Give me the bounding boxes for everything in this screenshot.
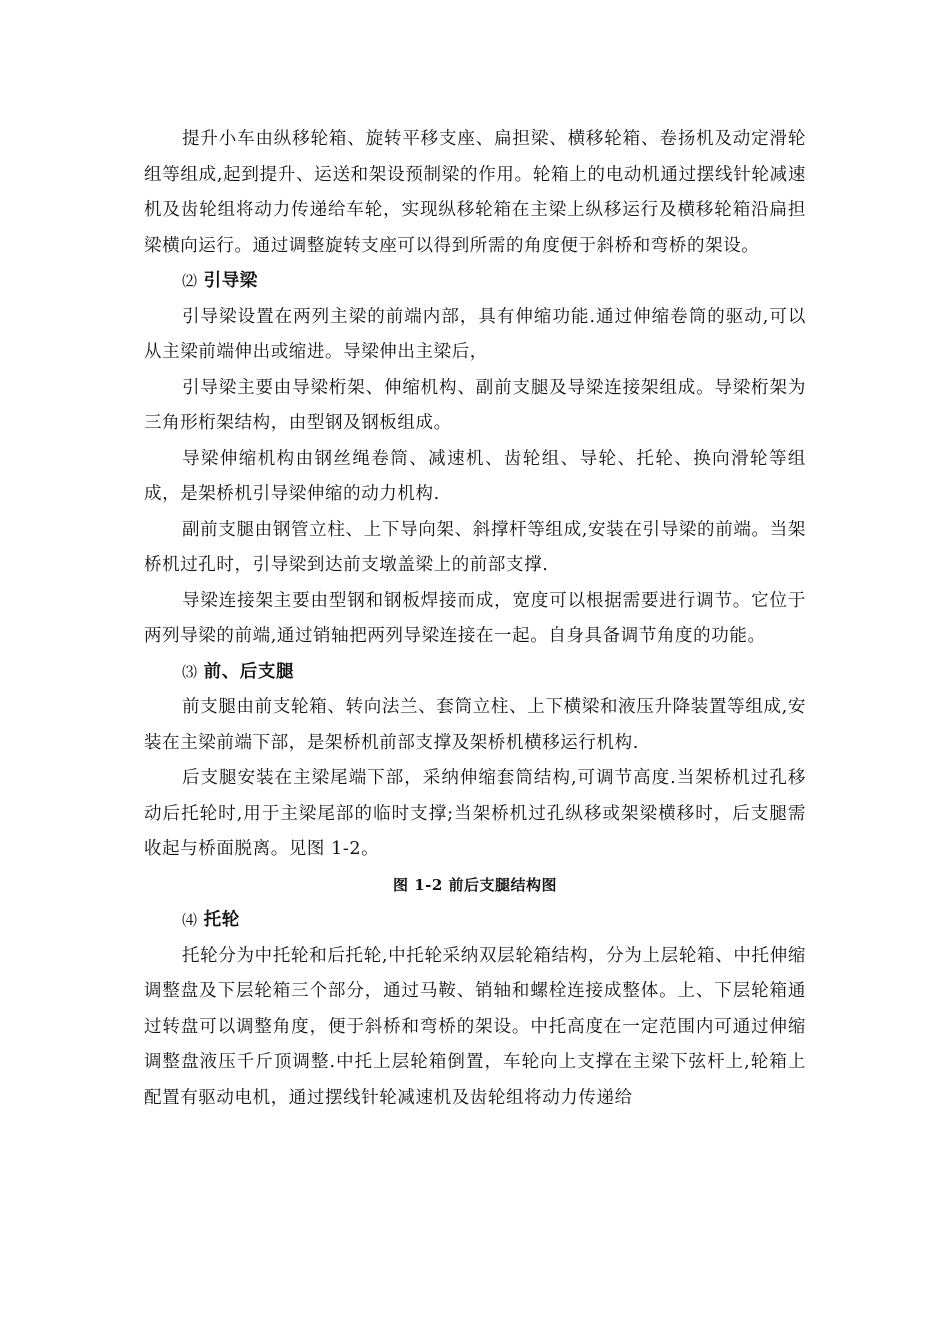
paragraph-support-wheel: 托轮分为中托轮和后托轮,中托轮采纳双层轮箱结构，分为上层轮箱、中托伸缩调整盘及下层轮箱三个部分，通过马鞍、销轴和螺栓连接成整体。上、下层轮箱通过转盘可以调整角度，便于斜桥和弯桥的架设。中托高度在一定范围内可通过伸缩调整盘液压千斤顶调整.中托上层轮箱倒置，车轮向上支撑在主梁下弦杆上,轮箱上配置有驱动电机，通过摆线针轮减速机及齿轮组将动力传递给 <box>144 945 806 1108</box>
section-number: ⑷ <box>182 911 198 929</box>
document-page <box>144 122 806 1116</box>
section-heading-support-wheel <box>144 903 806 939</box>
section-number: ⑵ <box>182 272 198 290</box>
section-title: 托轮 <box>203 910 240 930</box>
paragraph-guide-beam-connector: 导梁连接架主要由型钢和钢板焊接而成，宽度可以根据需要进行调节。它位于两列导梁的前端,通过销轴把两列导梁连接在一起。自身具备调节角度的功能。 <box>144 590 806 646</box>
section-heading-legs <box>144 655 806 691</box>
paragraph-lifting-trolley: 提升小车由纵移轮箱、旋转平移支座、扁担梁、横移轮箱、卷扬机及动定滑轮组等组成,起到提升、运送和架设预制梁的作用。轮箱上的电动机通过摆线针轮减速机及齿轮组将动力传递给车轮，实现纵移轮箱在主梁上纵移运行及横移轮箱沿扁担梁横向运行。通过调整旋转支座可以得到所需的角度便于斜桥和弯桥的架设。 <box>144 129 806 256</box>
paragraph-rear-leg: 后支腿安装在主梁尾端下部，采纳伸缩套筒结构,可调节高度.当架桥机过孔移动后托轮时,用于主梁尾部的临时支撑;当架桥机过孔纵移或架梁横移时，后支腿需收起与桥面脱离。见图 1-2。 <box>144 768 806 859</box>
section-title: 前、后支腿 <box>203 661 295 682</box>
paragraph-guide-beam-intro: 引导梁设置在两列主梁的前端内部，具有伸缩功能.通过伸缩卷筒的驱动,可以从主梁前端伸出或缩进。导梁伸出主梁后， <box>144 306 806 362</box>
paragraph-guide-beam-composition: 引导梁主要由导梁桁架、伸缩机构、副前支腿及导梁连接架组成。导梁桁架为三角形桁架结构，由型钢及钢板组成。 <box>144 377 806 433</box>
paragraph-telescopic-mechanism: 导梁伸缩机构由钢丝绳卷筒、减速机、齿轮组、导轮、托轮、换向滑轮等组成，是架桥机引导梁伸缩的动力机构. <box>144 448 806 504</box>
figure-caption: 图 1-2 前后支腿结构图 <box>392 875 558 894</box>
section-number: ⑶ <box>182 662 198 681</box>
paragraph-front-leg: 前支腿由前支轮箱、转向法兰、套筒立柱、上下横梁和液压升降装置等组成,安装在主梁前端下部，是架桥机前部支撑及架桥机横移运行机构. <box>144 697 806 753</box>
section-heading-guide-beam <box>144 264 806 300</box>
paragraph-auxiliary-front-leg: 副前支腿由钢管立柱、上下导向架、斜撑杆等组成,安装在引导梁的前端。当架桥机过孔时，引导梁到达前支墩盖梁上的前部支撑. <box>144 519 806 575</box>
section-title: 引导梁 <box>203 271 258 291</box>
